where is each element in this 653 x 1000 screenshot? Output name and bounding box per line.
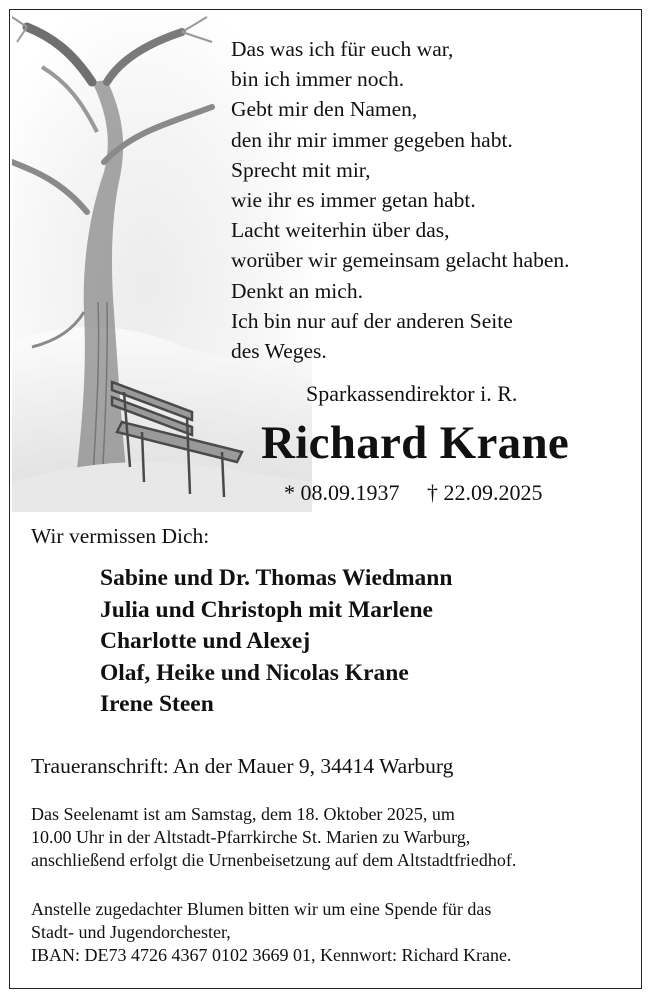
service-line: 10.00 Uhr in der Altstadt-Pfarrkirche St. Marien zu Warburg, bbox=[31, 827, 471, 847]
poem-line: den ihr mir immer gegeben habt. bbox=[231, 127, 513, 152]
poem-line: Das was ich für euch war, bbox=[231, 37, 454, 61]
poem-text bbox=[231, 34, 570, 366]
poem-line: Sprecht mit mir, bbox=[231, 157, 371, 182]
donation-line: Stadt- und Jugendorchester, bbox=[31, 922, 231, 942]
deceased-title: Sparkassendirektor i. R. bbox=[306, 381, 518, 406]
poem-line: wie ihr es immer getan habt. bbox=[231, 188, 476, 213]
family-member: Sabine und Dr. Thomas Wiedmann bbox=[100, 565, 453, 591]
donation-info bbox=[31, 898, 511, 967]
miss-line: Wir vermissen Dich: bbox=[31, 524, 210, 548]
family-member: Julia und Christoph mit Marlene bbox=[100, 596, 433, 623]
donation-line: IBAN: DE73 4726 4367 0102 3669 01, Kennwort: Richard Krane. bbox=[31, 945, 512, 965]
poem-line: worüber wir gemeinsam gelacht haben. bbox=[231, 248, 570, 273]
service-line: Das Seelenamt ist am Samstag, dem 18. Oktober 2025, um bbox=[31, 804, 455, 824]
poem-line: Gebt mir den Namen, bbox=[231, 97, 418, 122]
birth-date: * 08.09.1937 bbox=[284, 480, 400, 505]
donation-line: Anstelle zugedachter Blumen bitten wir um eine Spende für das bbox=[31, 899, 492, 919]
deceased-name: Richard Krane bbox=[261, 417, 570, 469]
poem-line: bin ich immer noch. bbox=[231, 67, 405, 92]
poem-line: des Weges. bbox=[231, 339, 327, 364]
poem-line: Denkt an mich. bbox=[231, 278, 363, 303]
service-line: anschließend erfolgt die Urnenbeisetzung auf dem Altstadtfriedhof. bbox=[31, 850, 517, 870]
service-info bbox=[31, 803, 516, 872]
mourning-address: Traueranschrift: An der Mauer 9, 34414 Warburg bbox=[31, 754, 454, 778]
death-date: † 22.09.2025 bbox=[427, 480, 543, 505]
family-member: Olaf, Heike und Nicolas Krane bbox=[100, 659, 409, 686]
poem-line: Ich bin nur auf der anderen Seite bbox=[231, 308, 513, 333]
family-list bbox=[100, 563, 452, 721]
poem-line: Lacht weiterhin über das, bbox=[231, 218, 450, 243]
life-dates bbox=[284, 480, 565, 506]
family-member: Irene Steen bbox=[100, 691, 214, 718]
family-member: Charlotte und Alexej bbox=[100, 628, 311, 655]
